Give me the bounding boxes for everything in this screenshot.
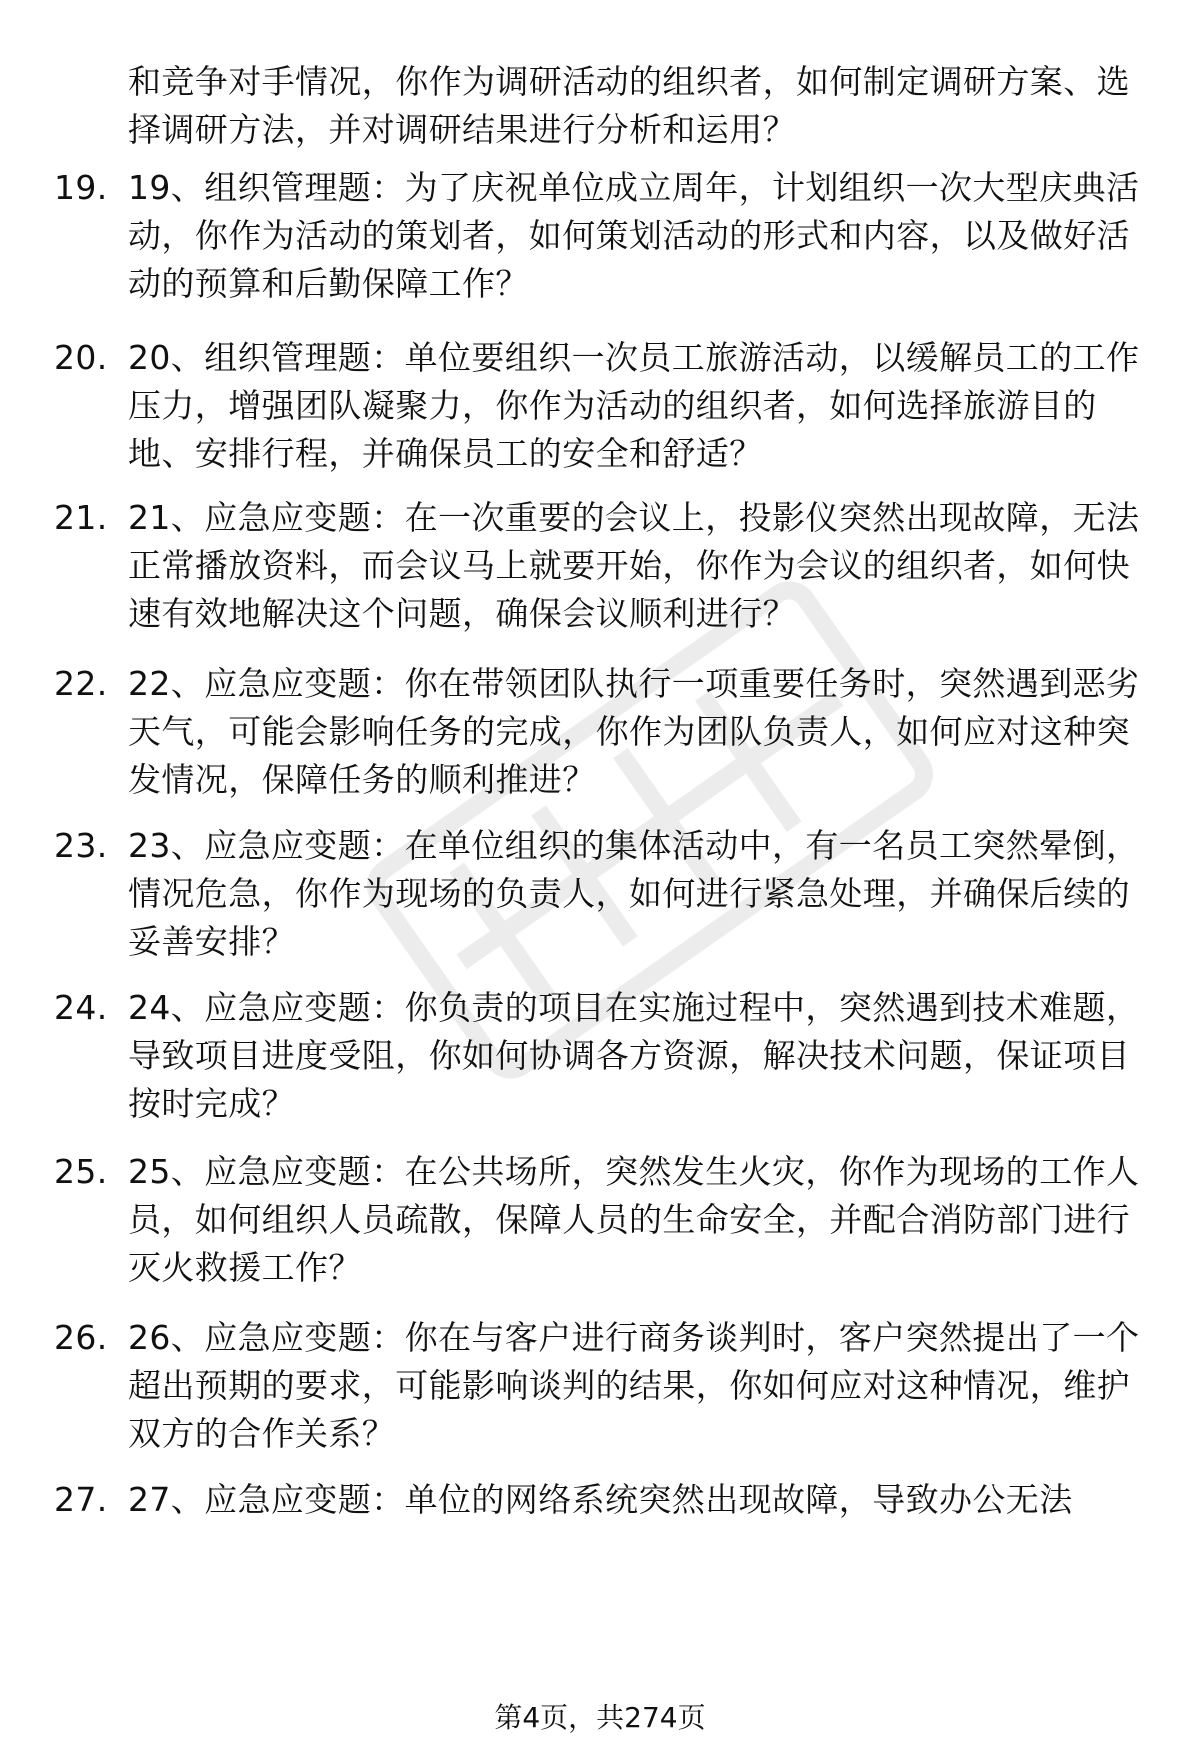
item-number: 21. <box>54 498 108 537</box>
item-text: 19、组织管理题：为了庆祝单位成立周年，计划组织一次大型庆典活动，你作为活动的策划者，如何策划活动的形式和内容，以及做好活动的预算和后勤保障工作？ <box>128 168 1140 303</box>
item-text: 21、应急应变题：在一次重要的会议上，投影仪突然出现故障，无法正常播放资料，而会议马上就要开始，你作为会议的组织者，如何快速有效地解决这个问题，确保会议顺利进行？ <box>128 498 1140 633</box>
continuation-paragraph: 和竞争对手情况，你作为调研活动的组织者，如何制定调研方案、选择调研方法，并对调研结果进行分析和运用？ <box>128 62 1130 149</box>
item-text: 25、应急应变题：在公共场所，突然发生火灾，你作为现场的工作人员，如何组织人员疏散，保障人员的生命安全，并配合消防部门进行灭火救援工作？ <box>128 1152 1140 1287</box>
item-text: 22、应急应变题：你在带领团队执行一项重要任务时，突然遇到恶劣天气，可能会影响任务的完成，你作为团队负责人，如何应对这种突发情况，保障任务的顺利推进？ <box>128 664 1140 799</box>
item-text: 23、应急应变题：在单位组织的集体活动中，有一名员工突然晕倒，情况危急，你作为现场的负责人，如何进行紧急处理，并确保后续的妥善安排？ <box>128 826 1140 961</box>
item-number: 19. <box>54 168 108 207</box>
item-text: 24、应急应变题：你负责的项目在实施过程中，突然遇到技术难题，导致项目进度受阻，你如何协调各方资源，解决技术问题，保证项目按时完成？ <box>128 988 1140 1123</box>
item-number: 24. <box>54 988 108 1027</box>
item-number: 27. <box>54 1480 108 1519</box>
item-text: 26、应急应变题：你在与客户进行商务谈判时，客户突然提出了一个超出预期的要求，可能影响谈判的结果，你如何应对这种情况，维护双方的合作关系？ <box>128 1318 1140 1453</box>
item-text: 27、应急应变题：单位的网络系统突然出现故障，导致办公无法 <box>128 1480 1073 1519</box>
page-footer: 第4页，共274页 <box>494 1701 706 1734</box>
item-number: 22. <box>54 664 108 703</box>
item-number: 25. <box>54 1152 108 1191</box>
item-text: 20、组织管理题：单位要组织一次员工旅游活动，以缓解员工的工作压力，增强团队凝聚力，你作为活动的组织者，如何选择旅游目的地、安排行程，并确保员工的安全和舒适？ <box>128 338 1140 473</box>
item-number: 20. <box>54 338 108 377</box>
item-number: 23. <box>54 826 108 865</box>
item-number: 26. <box>54 1318 108 1357</box>
